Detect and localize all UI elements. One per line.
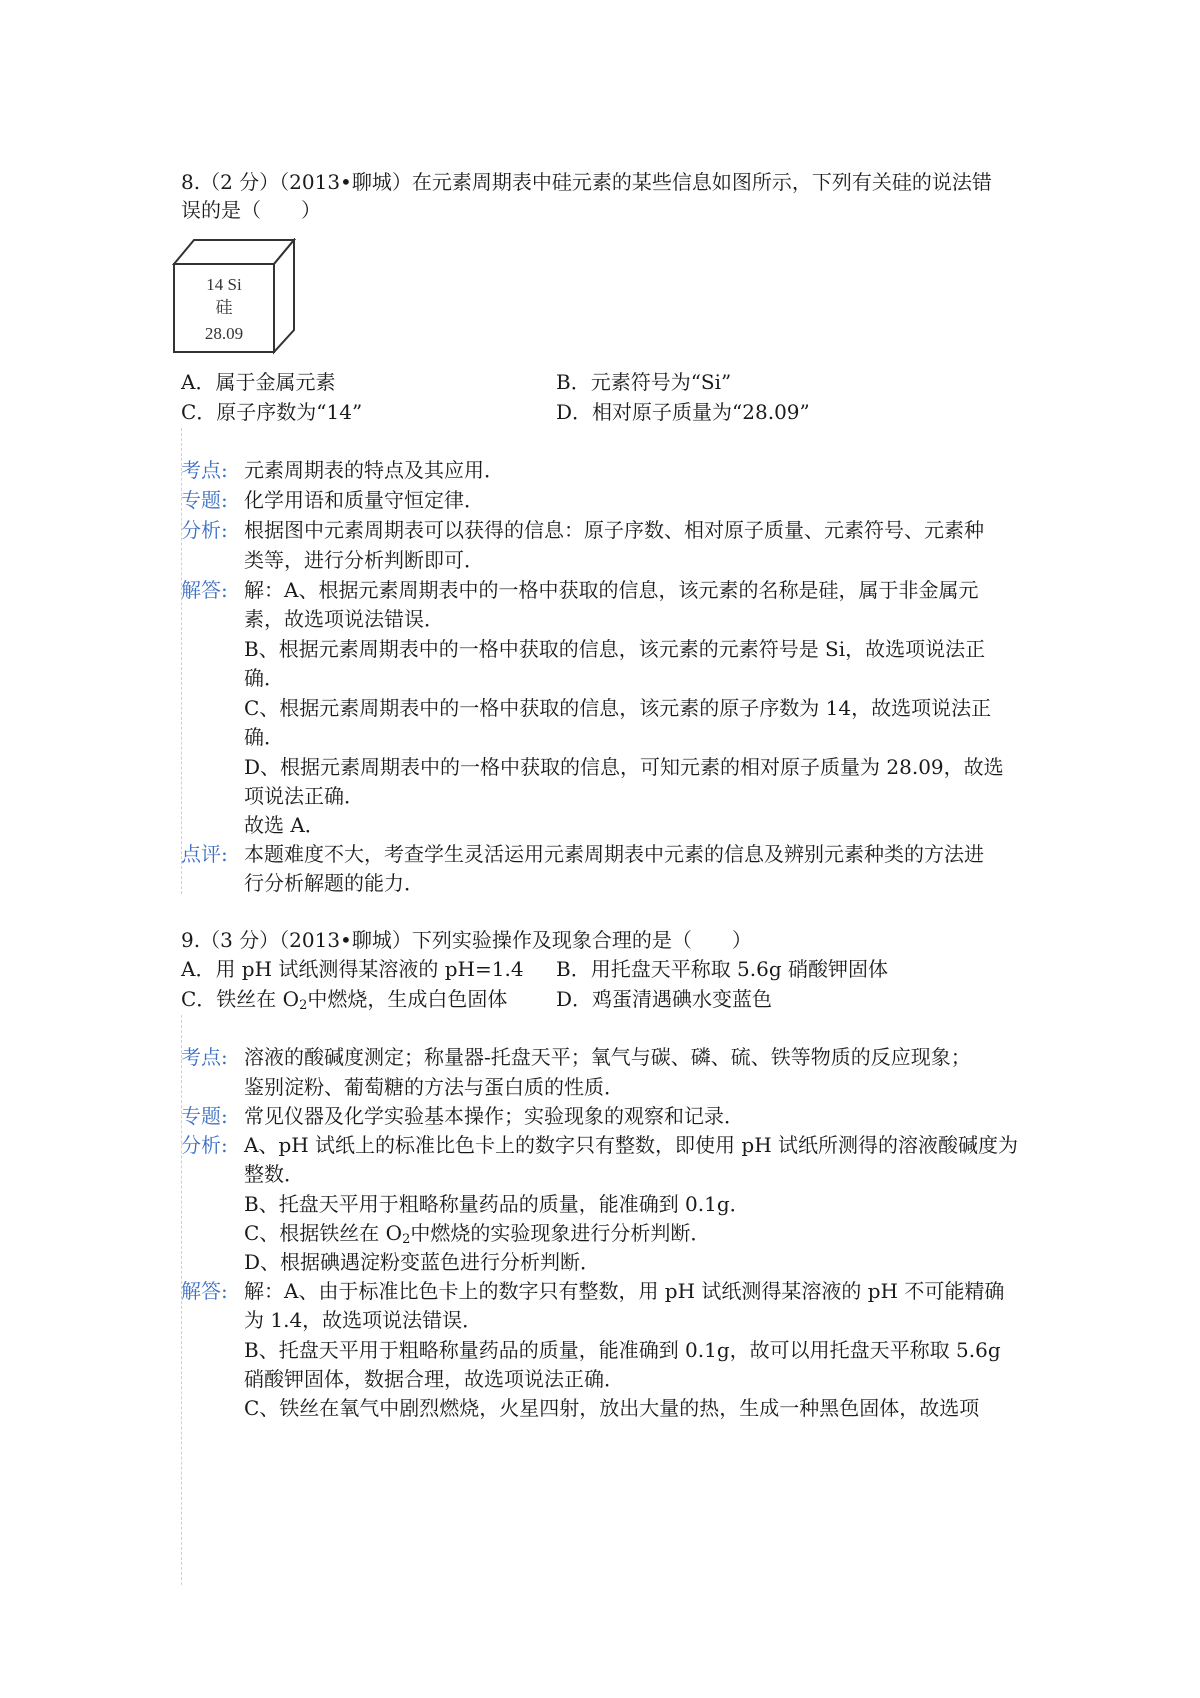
q8-option-d: D．相对原子质量为“28.09”	[556, 400, 810, 424]
q9-fenxi-line2: 整数．	[244, 1162, 304, 1186]
q9-jieda-tag: 解答:	[181, 1279, 228, 1303]
q9-stem: 9.（3 分）（2013•聊城）下列实验操作及现象合理的是（ ）	[181, 928, 752, 952]
q9-jieda-line1: 解：A、由于标准比色卡上的数字只有整数，用 pH 试纸测得某溶液的 pH 不可能精确	[244, 1279, 1005, 1303]
q9-fenxi-line5: D、根据碘遇淀粉变蓝色进行分析判断．	[244, 1250, 601, 1274]
q9-jieda-line3: B、托盘天平用于粗略称量药品的质量，能准确到 0.1g，故可以用托盘天平称取 5.6g	[244, 1338, 1001, 1362]
q9-fenxi-tag: 分析:	[181, 1133, 228, 1157]
q9-fenxi-line1: A、pH 试纸上的标准比色卡上的数字只有整数，即使用 pH 试纸所测得的溶液酸碱度为	[244, 1133, 1019, 1157]
q9-zhuanti-tag: 专题:	[181, 1104, 228, 1128]
q8-dianping-line1: 本题难度不大，考查学生灵活运用元素周期表中元素的信息及辨别元素种类的方法进	[244, 842, 984, 866]
q9-fenxi-c-sub: 2	[402, 1232, 411, 1247]
q8-dianping-tag: 点评:	[181, 842, 228, 866]
q8-option-a: A．属于金属元素	[181, 370, 336, 394]
q9-fenxi-line3: B、托盘天平用于粗略称量药品的质量，能准确到 0.1g．	[244, 1192, 750, 1216]
q9-jieda-line2: 为 1.4，故选项说法错误．	[244, 1308, 483, 1332]
element-mass: 28.09	[204, 324, 244, 343]
q9-option-c	[181, 985, 507, 1020]
q8-fenxi-tag: 分析:	[181, 518, 228, 542]
q9-option-a: A．用 pH 试纸测得某溶液的 pH=1.4	[181, 957, 524, 981]
q8-jieda-line1: 解：A、根据元素周期表中的一格中获取的信息，该元素的名称是硅，属于非金属元	[244, 578, 979, 602]
q8-jieda-line6: 确．	[244, 725, 284, 749]
q8-jieda-tag: 解答:	[181, 578, 228, 602]
q9-fenxi-c-post: 中燃烧的实验现象进行分析判断．	[410, 1221, 711, 1245]
q9-kaodian-line1: 溶液的酸碱度测定；称量器-托盘天平；氧气与碳、磷、硫、铁等物质的反应现象；	[244, 1045, 971, 1069]
q8-jieda-line8: 项说法正确．	[244, 784, 364, 808]
q8-option-b: B．元素符号为“Si”	[556, 370, 732, 394]
q9-jieda-line4: 硝酸钾固体，数据合理，故选项说法正确．	[244, 1367, 624, 1391]
q9-zhuanti-text: 常见仪器及化学实验基本操作；实验现象的观察和记录．	[244, 1104, 744, 1128]
q8-fenxi-line1: 根据图中元素周期表可以获得的信息：原子序数、相对原子质量、元素符号、元素种	[244, 518, 984, 542]
q9-option-c-pre: C．铁丝在 O	[181, 987, 300, 1011]
q8-jieda-line9: 故选 A．	[244, 813, 325, 837]
q9-fenxi-c-pre: C、根据铁丝在 O	[244, 1221, 403, 1245]
q8-jieda-line4: 确．	[244, 666, 284, 690]
q8-jieda-line7: D、根据元素周期表中的一格中获取的信息，可知元素的相对原子质量为 28.09，故选	[244, 755, 1004, 779]
q8-zhuanti-text: 化学用语和质量守恒定律．	[244, 488, 484, 512]
element-number-symbol: 14 Si	[206, 275, 242, 294]
q9-option-d: D．鸡蛋清遇碘水变蓝色	[556, 987, 773, 1011]
q8-kaodian-tag: 考点:	[181, 458, 228, 482]
q8-zhuanti-tag: 专题:	[181, 488, 228, 512]
q9-kaodian-tag: 考点:	[181, 1045, 228, 1069]
q8-kaodian-text: 元素周期表的特点及其应用．	[244, 458, 504, 482]
q8-option-c: C．原子序数为“14”	[181, 400, 363, 424]
q8-stem-line2: 误的是（ ）	[181, 198, 321, 222]
q8-dianping-line2: 行分析解题的能力．	[244, 871, 424, 895]
element-name: 硅	[215, 298, 233, 318]
q9-kaodian-line2: 鉴别淀粉、葡萄糖的方法与蛋白质的性质．	[244, 1075, 624, 1099]
q9-jieda-line5: C、铁丝在氧气中剧烈燃烧，火星四射，放出大量的热，生成一种黑色固体，故选项	[244, 1396, 980, 1420]
q8-stem-line1: 8.（2 分）（2013•聊城）在元素周期表中硅元素的某些信息如图所示，下列有关硅的说法错	[181, 170, 992, 194]
silicon-element-cube	[170, 238, 298, 356]
q8-jieda-line2: 素，故选项说法错误．	[244, 607, 444, 631]
q9-option-c-sub: 2	[299, 998, 308, 1013]
q8-jieda-line5: C、根据元素周期表中的一格中获取的信息，该元素的原子序数为 14，故选项说法正	[244, 696, 992, 720]
q9-option-c-post: 中燃烧，生成白色固体	[307, 987, 508, 1011]
q9-option-b: B．用托盘天平称取 5.6g 硝酸钾固体	[556, 957, 889, 981]
q8-fenxi-line2: 类等，进行分析判断即可．	[244, 548, 484, 572]
q8-jieda-line3: B、根据元素周期表中的一格中获取的信息，该元素的元素符号是 Si，故选项说法正	[244, 637, 986, 661]
